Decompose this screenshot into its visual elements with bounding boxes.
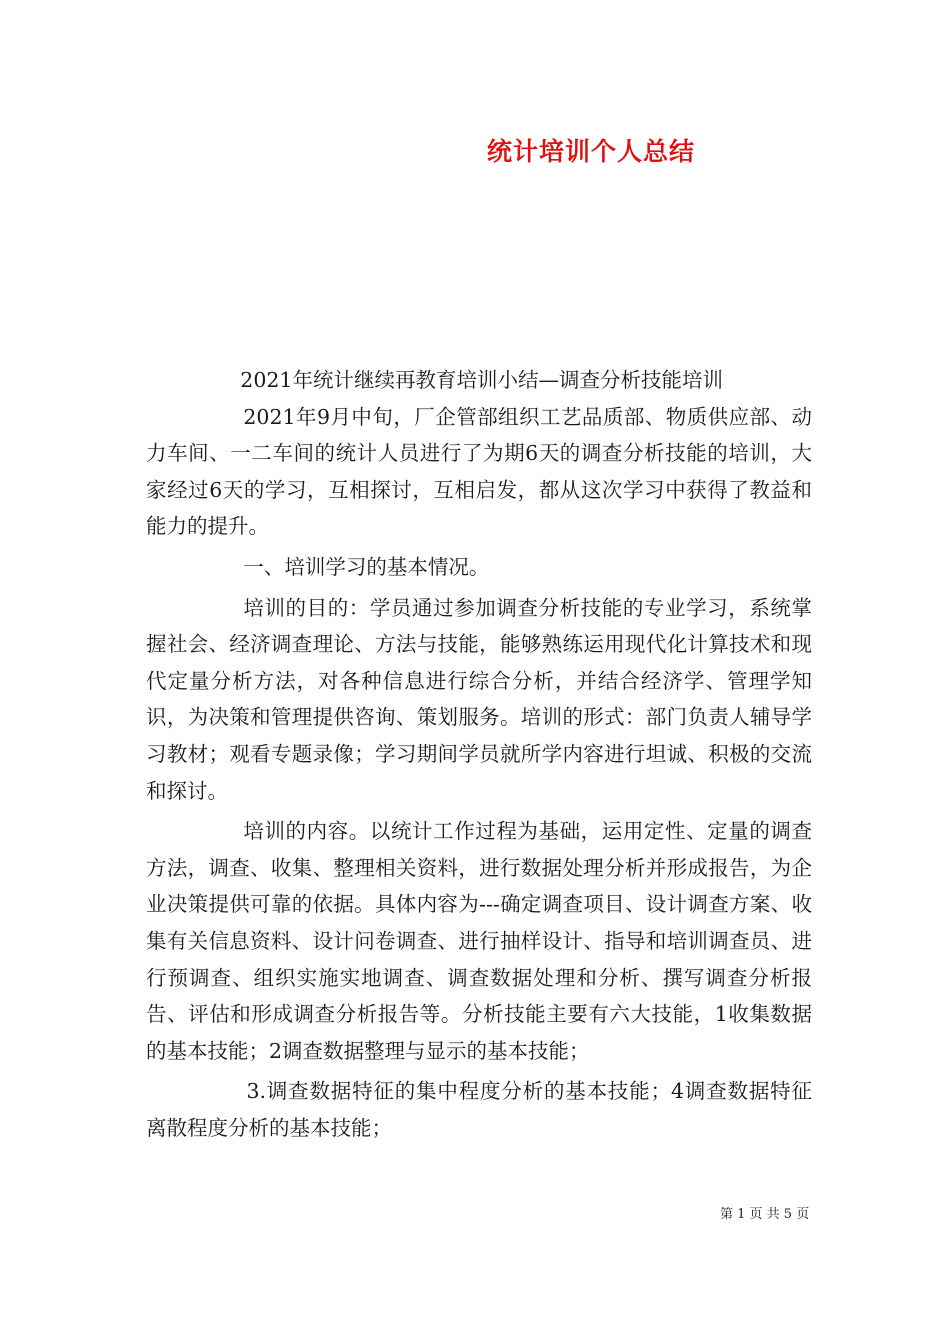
page-number-footer: 第 1 页 共 5 页 <box>720 1207 810 1222</box>
document-subtitle: 2021年统计继续再教育培训小结—调查分析技能培训 <box>240 368 723 392</box>
document-title: 统计培训个人总结 <box>487 137 696 166</box>
paragraph-training-content: 培训的内容。以统计工作过程为基础，运用定性、定量的调查方法，调查、收集、整理相关资料，进行数据处理分析并形成报告，为企业决策提供可靠的依据。具体内容为---确定调查项目、设计调查方案、收集有关信息资料、设计问卷调查、进行抽样设计、指导和培训调查员、进行预调查、组织实施实地调查、调查数据处理和分析、撰写调查分析报告、评估和形成调查分析报告等。分析技能主要有六大技能，1收集数据的基本技能；2调查数据整理与显示的基本技能； <box>146 819 812 1063</box>
paragraph-intro: 2021年9月中旬，厂企管部组织工艺品质部、物质供应部、动力车间、一二车间的统计人员进行了为期6天的调查分析技能的培训，大家经过6天的学习，互相探讨，互相启发，都从这次学习中获得了教益和能力的提升。 <box>146 404 812 539</box>
paragraph-training-purpose: 培训的目的：学员通过参加调查分析技能的专业学习，系统掌握社会、经济调查理论、方法与技能，能够熟练运用现代化计算技术和现代定量分析方法，对各种信息进行综合分析，并结合经济学、管理学知识，为决策和管理提供咨询、策划服务。培训的形式：部门负责人辅导学习教材；观看专题录像；学习期间学员就所学内容进行坦诚、积极的交流和探讨。 <box>146 595 812 803</box>
paragraph-skills-continued: 3.调查数据特征的集中程度分析的基本技能；4调查数据特征离散程度分析的基本技能； <box>146 1079 812 1140</box>
section-heading-basic-info: 一、培训学习的基本情况。 <box>243 554 490 579</box>
document-body <box>146 362 812 1146</box>
